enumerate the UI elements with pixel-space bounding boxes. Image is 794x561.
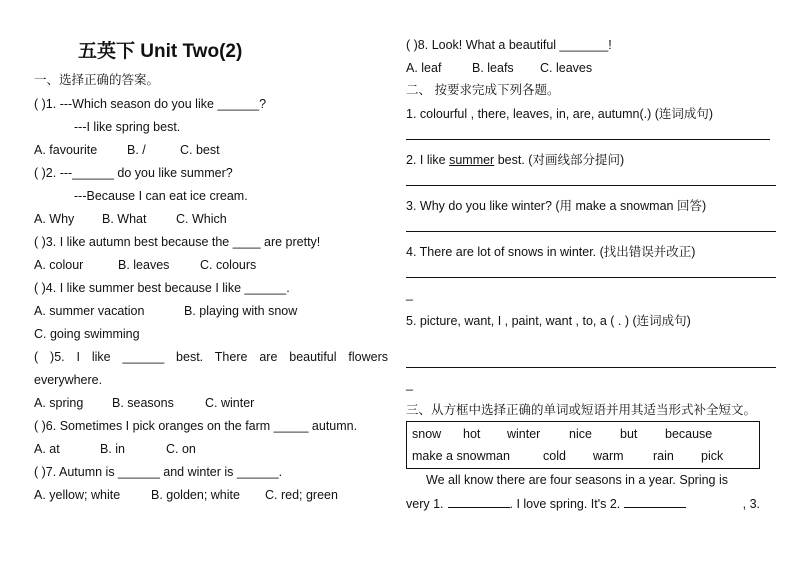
passage-text-b: . I love spring. It's 2. <box>509 497 621 511</box>
word-bank-warm: warm <box>593 449 624 463</box>
section3-heading: 三、从方框中选择正确的单词或短语并用其适当形式补全短文。 <box>406 403 757 417</box>
q3-option-c: C. colours <box>200 258 257 272</box>
question-2-answer-line: ---Because I can eat ice cream. <box>74 189 248 203</box>
q3-option-b: B. leaves <box>118 258 170 272</box>
task-5-answer-line[interactable] <box>406 367 776 368</box>
word-bank-nice: nice <box>569 427 592 441</box>
q6-option-a: A. at <box>34 442 60 456</box>
question-2: ( )2. ---______ do you like summer? <box>34 166 233 180</box>
q2-option-a: A. Why <box>34 212 75 226</box>
question-7: ( )7. Autumn is ______ and winter is ______. <box>34 465 283 479</box>
word-bank-hot: hot <box>463 427 481 441</box>
q1-option-c: C. best <box>180 143 220 157</box>
q2-option-b: B. What <box>102 212 147 226</box>
word-bank-pick: pick <box>701 449 724 463</box>
q1-option-a: A. favourite <box>34 143 98 157</box>
q7-option-b: B. golden; white <box>151 488 240 502</box>
word-bank-box <box>406 421 760 469</box>
word-bank-but: but <box>620 427 638 441</box>
question-1: ( )1. ---Which season do you like ______? <box>34 97 267 111</box>
task-4: 4. There are lot of snows in winter. (找出错误并改正) <box>406 245 696 259</box>
q3-option-a: A. colour <box>34 258 84 272</box>
section2-heading: 二、 按要求完成下列各题。 <box>406 83 560 97</box>
word-bank-make-a-snowman: make a snowman <box>412 449 510 463</box>
task-2 <box>406 152 624 168</box>
passage-line-2 <box>406 496 760 512</box>
word-bank-because: because <box>665 427 713 441</box>
task-3-answer-line[interactable] <box>406 231 776 232</box>
task-1-answer-line[interactable] <box>406 139 770 140</box>
q8-option-a: A. leaf <box>406 61 442 75</box>
passage-blank-1[interactable] <box>448 496 510 508</box>
word-bank-rain: rain <box>653 449 674 463</box>
passage-line-1: We all know there are four seasons in a year. Spring is <box>426 473 729 487</box>
word-bank-cold: cold <box>543 449 566 463</box>
question-3: ( )3. I like autumn best because the ____ are pretty! <box>34 235 321 249</box>
q8-option-c: C. leaves <box>540 61 593 75</box>
question-4: ( )4. I like summer best because I like ______. <box>34 281 290 295</box>
q5-option-a: A. spring <box>34 396 84 410</box>
q5-option-b: B. seasons <box>112 396 174 410</box>
task-2-underlined-word: summer <box>449 153 495 167</box>
q7-option-a: A. yellow; white <box>34 488 121 502</box>
task-2-prefix: 2. I like <box>406 153 450 167</box>
q7-option-c: C. red; green <box>265 488 338 502</box>
task-2-suffix: best. (对画线部分提问) <box>494 153 625 167</box>
task-4-answer-line[interactable] <box>406 277 776 278</box>
q4-option-c: C. going swimming <box>34 327 140 341</box>
q5-option-c: C. winter <box>205 396 255 410</box>
page-title: 五英下 Unit Two(2) <box>78 41 243 62</box>
task-5: 5. picture, want, I , paint, want , to, a ( . ) (连词成句) <box>406 314 691 328</box>
q4-option-b: B. playing with snow <box>184 304 298 318</box>
task-1: 1. colourful , there, leaves, in, are, autumn(.) (连词成句) <box>406 107 714 121</box>
task-3: 3. Why do you like winter? (用 make a snowman 回答) <box>406 199 707 213</box>
q2-option-c: C. Which <box>176 212 227 226</box>
question-5: ( )5. I like ______ best. There are beautiful flowers <box>34 350 388 364</box>
q6-option-b: B. in <box>100 442 126 456</box>
passage-text-a: very 1. <box>406 497 444 511</box>
q4-option-a: A. summer vacation <box>34 304 145 318</box>
section1-heading: 一、选择正确的答案。 <box>34 73 160 87</box>
question-1-answer-line: ---I like spring best. <box>74 120 181 134</box>
passage-text-c: , 3. <box>742 497 760 511</box>
q8-option-b: B. leafs <box>472 61 514 75</box>
question-5-continued: everywhere. <box>34 373 103 387</box>
q1-option-b: B. / <box>127 143 146 157</box>
question-6: ( )6. Sometimes I pick oranges on the farm _____ autumn. <box>34 419 358 433</box>
passage-blank-2[interactable] <box>624 496 686 508</box>
stray-underscore-1: _ <box>406 287 413 301</box>
task-2-answer-line[interactable] <box>406 185 776 186</box>
question-8: ( )8. Look! What a beautiful _______! <box>406 38 612 52</box>
q6-option-c: C. on <box>166 442 196 456</box>
word-bank-winter: winter <box>507 427 541 441</box>
word-bank-snow: snow <box>412 427 442 441</box>
stray-underscore-2: _ <box>406 377 413 391</box>
